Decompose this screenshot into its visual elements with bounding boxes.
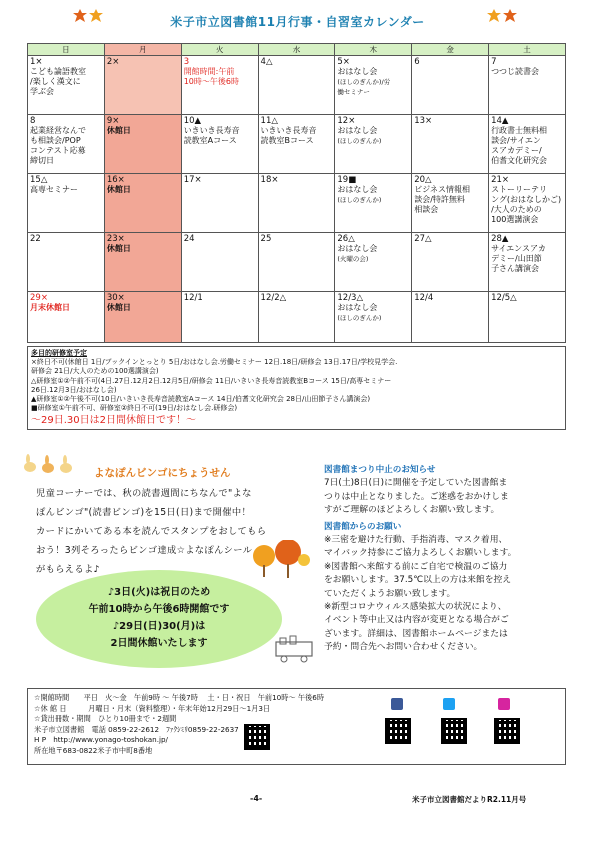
day-event: コンテスト応募 <box>30 146 86 155</box>
bingo-line: ぽんビンゴ"(読書ビンゴ)を15日(日)まで開催中！ <box>36 507 252 518</box>
news-line: つりは中止となりました。ご迷惑をおかけしま <box>324 491 509 502</box>
weekday-header: 土 <box>489 44 566 56</box>
day-event: おはなし会 <box>337 303 378 312</box>
calendar-day-cell <box>258 56 335 115</box>
calendar-day-cell <box>181 174 258 233</box>
day-event: 談会/サイエン <box>491 136 541 145</box>
calendar-day-cell <box>104 115 181 174</box>
day-event-note: 働セミナー <box>337 88 370 96</box>
calendar-day-cell <box>258 233 335 292</box>
calendar-day-cell <box>181 292 258 343</box>
weekday-header: 火 <box>181 44 258 56</box>
calendar-day-cell <box>335 233 412 292</box>
day-event: 起業経営なんで <box>30 126 86 135</box>
day-number: 12/2△ <box>260 293 287 303</box>
calendar-day-cell <box>258 292 335 343</box>
calendar-day-cell <box>489 292 566 343</box>
day-number: 12/1 <box>183 293 203 303</box>
calendar-day-cell <box>412 292 489 343</box>
day-event: サイエンスアカ <box>491 244 546 253</box>
news-line: 7日(土)8日(日)に開催を予定していた図書館ま <box>324 478 508 489</box>
page-title: 米子市立図書館11月行事・自習室カレンダー <box>170 15 425 29</box>
loan-limits: ☆貸出冊数・期間 ひとり10冊まで・2週間 <box>34 714 177 724</box>
bunny-illustration <box>20 452 84 474</box>
calendar-day-cell <box>335 115 412 174</box>
calendar-day-cell <box>28 174 105 233</box>
news-line: ていただくようお願い致します。 <box>324 588 456 599</box>
day-number: 11△ <box>260 116 278 126</box>
day-event-note: (ほしのぎんか) <box>337 314 382 322</box>
calendar-day-cell <box>412 233 489 292</box>
day-event-note: (ほしのぎんか) <box>337 196 382 204</box>
calendar-day-cell <box>412 56 489 115</box>
day-event: いきいき長寿音 <box>183 126 240 135</box>
day-event: おはなし会 <box>337 126 378 135</box>
closing-notice: 〜29日.30日は2日間休館日です！〜 <box>31 415 196 427</box>
day-event: おはなし会 <box>337 185 378 194</box>
bingo-line: カードにかいてある本を読んでスタンプをおしてもら <box>36 526 267 537</box>
day-event: 談会/特許無料 <box>414 195 465 204</box>
calendar-day-cell <box>489 174 566 233</box>
day-event: おはなし会 <box>337 244 378 253</box>
day-number: 23× <box>106 234 125 244</box>
calendar-day-cell <box>335 292 412 343</box>
calendar-day-cell <box>181 115 258 174</box>
day-number: 10▲ <box>183 116 202 126</box>
day-event: 行政書士無料相 <box>491 126 548 135</box>
room-schedule-notes <box>27 346 566 430</box>
book-wagon-illustration <box>272 634 320 664</box>
day-event: こども論語教室 <box>30 67 86 76</box>
holiday-notice <box>36 584 282 652</box>
bingo-title: よなぽんビンゴにちょうせん <box>94 467 231 479</box>
day-number: 2× <box>106 57 120 67</box>
news-line: すがご理解のほどよろしくお願い致します。 <box>324 505 500 516</box>
day-event: 10時〜午後6時 <box>183 77 239 86</box>
day-event: 読教室Bコース <box>260 136 314 145</box>
day-event: 休館日 <box>106 244 131 253</box>
instagram-icon[interactable] <box>498 698 510 710</box>
day-number: 12/4 <box>414 293 434 303</box>
calendar-day-cell <box>335 56 412 115</box>
calendar-day-cell <box>104 56 181 115</box>
calendar-day-cell <box>104 292 181 343</box>
day-number: 20△ <box>414 175 432 185</box>
calendar-day-cell <box>489 233 566 292</box>
day-event: デミー/山田節 <box>491 254 542 263</box>
day-number: 28▲ <box>491 234 509 244</box>
day-event: 伯耆文化研究会 <box>491 156 548 165</box>
day-event: ストーリーテリ <box>491 185 548 194</box>
calendar-day-cell <box>181 233 258 292</box>
holiday-notice-line: 午前10時から午後6時開館です <box>88 604 230 615</box>
day-event-note: (火曜の会) <box>337 255 369 263</box>
notes-line: ×終日不可(休館日 1日/ブックインとっとり 5日/おはなし会.労働セミナー 12日.18日/研修会 13日.17日/学校見学会. <box>31 358 398 367</box>
day-event: も相談会/POP <box>30 136 81 145</box>
day-number: 18× <box>260 175 279 185</box>
calendar-day-cell <box>258 174 335 233</box>
news-line: ざいます。詳細は、図書館ホームページまたは <box>324 628 508 639</box>
day-number: 21× <box>491 175 510 185</box>
day-event: 休館日 <box>106 185 131 194</box>
calendar-day-cell <box>28 292 105 343</box>
calendar-day-cell <box>104 233 181 292</box>
calendar-day-cell <box>489 115 566 174</box>
day-event: 休館日 <box>106 126 131 135</box>
calendar-day-cell <box>258 115 335 174</box>
news-line: 予約・問合先へお問い合わせください。 <box>324 642 483 653</box>
holiday-notice-line: ♪3日(火)は祝日のため <box>107 587 211 598</box>
day-number: 7 <box>491 57 497 67</box>
day-event-note: (ほしのぎんか)/労 <box>337 78 391 86</box>
opening-hours: ☆開館時間 平日 火〜金 午前9時 〜 午後7時 土・日・祝日 午前10時〜 午後6時 <box>34 693 325 702</box>
day-event: 高専セミナー <box>30 185 78 194</box>
day-event: 学ぶ会 <box>30 87 54 96</box>
calendar-table <box>27 43 566 343</box>
day-event: いきいき長寿音 <box>260 126 317 135</box>
calendar-day-cell <box>412 115 489 174</box>
day-number: 12/3△ <box>337 293 363 303</box>
autumn-trees-illustration <box>250 540 310 580</box>
day-number: 14▲ <box>491 116 509 126</box>
day-event: ビジネス情報相 <box>414 185 470 194</box>
news-line: イベント等中止又は内容が変更となる場合がご <box>324 615 509 626</box>
weekday-header: 日 <box>28 44 105 56</box>
notes-line: ■研修室①午前不可、研修室②終日不可(19日/おはなし会.研修会) <box>31 404 238 413</box>
news-line: をお願いします。37.5℃以上の方は来館を控え <box>324 575 512 586</box>
day-number: 5× <box>337 57 350 67</box>
facebook-icon[interactable] <box>391 698 403 710</box>
notes-line: 26日.12月3日/おはなし会) <box>31 385 117 394</box>
weekday-header: 月 <box>104 44 181 56</box>
day-event: 100選講演会 <box>491 215 539 224</box>
homepage-qr-code <box>244 724 270 750</box>
calendar-day-cell <box>28 115 105 174</box>
contact-phone: 米子市立図書館 電話 0859-22-2612 ﾌｧｸｼﾐﾘ0859-22-2637 <box>34 724 239 734</box>
day-event: 相談会 <box>414 205 439 214</box>
day-event: 休館日 <box>106 303 131 312</box>
holiday-notice-line: ♪29日(日)30(月)は <box>112 621 206 632</box>
news-line: ※図書館へ来館する前にご自宅で検温のご協力 <box>324 561 508 572</box>
calendar-day-cell <box>181 56 258 115</box>
day-event: 月末休館日 <box>30 303 70 312</box>
day-number: 26△ <box>337 234 355 244</box>
day-number: 15△ <box>30 175 48 185</box>
day-event: 締切日 <box>30 156 54 165</box>
day-event: /楽しく漢文に <box>30 77 81 86</box>
calendar-day-cell <box>104 174 181 233</box>
news-heading-festival: 図書館まつり中止のお知らせ <box>324 465 436 475</box>
news-line: マイバック持参にご協力よろしくお願いします。 <box>324 548 517 559</box>
day-number: 29× <box>30 293 48 303</box>
notes-heading: 多目的研修室予定 <box>31 349 87 357</box>
day-event: 読教室Aコース <box>183 136 237 145</box>
publication-label: 米子市立図書館だよりR2.11月号 <box>412 795 527 804</box>
day-number: 16× <box>106 175 125 185</box>
day-event: スアカデミー/ <box>491 146 542 155</box>
notes-line: △研修室①②午前不可(4日.27日.12月2日.12月5日/研修会 11日/いきいき長寿音読教室Bコース 15日/高専セミナー <box>31 376 392 385</box>
news-column <box>324 464 574 655</box>
day-number: 1× <box>30 57 43 67</box>
day-number: 27△ <box>414 234 432 244</box>
holiday-notice-line: 2日間休館いたします <box>110 638 208 649</box>
instagram-qr-code <box>494 718 520 744</box>
day-event: 開館時間:午前 <box>183 67 235 76</box>
calendar-day-cell <box>28 56 105 115</box>
bingo-line: 児童コーナーでは、秋の読書週間にちなんで"よな <box>36 488 252 499</box>
calendar-day-cell <box>412 174 489 233</box>
day-number: 4△ <box>260 57 273 67</box>
day-number: 30× <box>106 293 125 303</box>
day-event: 子さん講演会 <box>491 264 540 273</box>
day-number: 9× <box>106 116 120 126</box>
day-number: 17× <box>183 175 202 185</box>
notes-line: 研修会 21日/大人のための100選講演会) <box>31 367 159 376</box>
day-number: 19■ <box>337 175 357 185</box>
library-info-footer <box>27 688 566 765</box>
day-number: 13× <box>414 116 433 126</box>
day-number: 12× <box>337 116 356 126</box>
day-event: つつじ読書会 <box>491 67 540 76</box>
day-number: 8 <box>30 116 36 126</box>
bingo-line: がもらえるよ♪ <box>36 564 100 575</box>
calendar-day-cell <box>28 233 105 292</box>
day-event: ング(おはなしかご) <box>491 195 562 204</box>
homepage-url[interactable]: H P http://www.yonago-toshokan.jp/ <box>34 735 168 745</box>
day-number: 3 <box>183 57 190 67</box>
weekday-header: 水 <box>258 44 335 56</box>
facebook-qr-code <box>385 718 411 744</box>
day-number: 22 <box>30 234 41 244</box>
bingo-line: おう！3列そろったらビンゴ達成☆よなぽんシール <box>36 545 253 556</box>
day-event: おはなし会 <box>337 67 378 76</box>
twitter-qr-code <box>441 718 467 744</box>
weekday-header: 木 <box>335 44 412 56</box>
news-line: ※三密を避けた行動、手指消毒、マスク着用、 <box>324 535 508 546</box>
day-number: 6 <box>414 57 420 67</box>
day-number: 12/5△ <box>491 293 517 303</box>
weekday-header: 金 <box>412 44 489 56</box>
closed-days: ☆休 館 日 月曜日・月末（資料整理）・年末年始12月29日〜1月3日 <box>34 703 271 713</box>
twitter-icon[interactable] <box>443 698 455 710</box>
news-line: ※新型コロナウィルス感染拡大の状況により、 <box>324 602 507 613</box>
day-event: /大人のための <box>491 205 542 214</box>
news-heading-request: 図書館からのお願い <box>324 521 402 532</box>
calendar-day-cell <box>335 174 412 233</box>
page-number: -4- <box>250 794 263 803</box>
day-event-note: (ほしのぎんか) <box>337 137 382 145</box>
day-number: 24 <box>183 234 195 244</box>
day-number: 25 <box>260 234 272 244</box>
notes-line: ▲研修室①②午後不可(10日/いきいき長寿音読教室Aコース 14日/伯耆文化研究会 28日/山田節子さん講演会) <box>31 395 371 404</box>
address: 所在地〒683-0822米子市中町8番地 <box>34 745 153 755</box>
calendar-day-cell <box>489 56 566 115</box>
